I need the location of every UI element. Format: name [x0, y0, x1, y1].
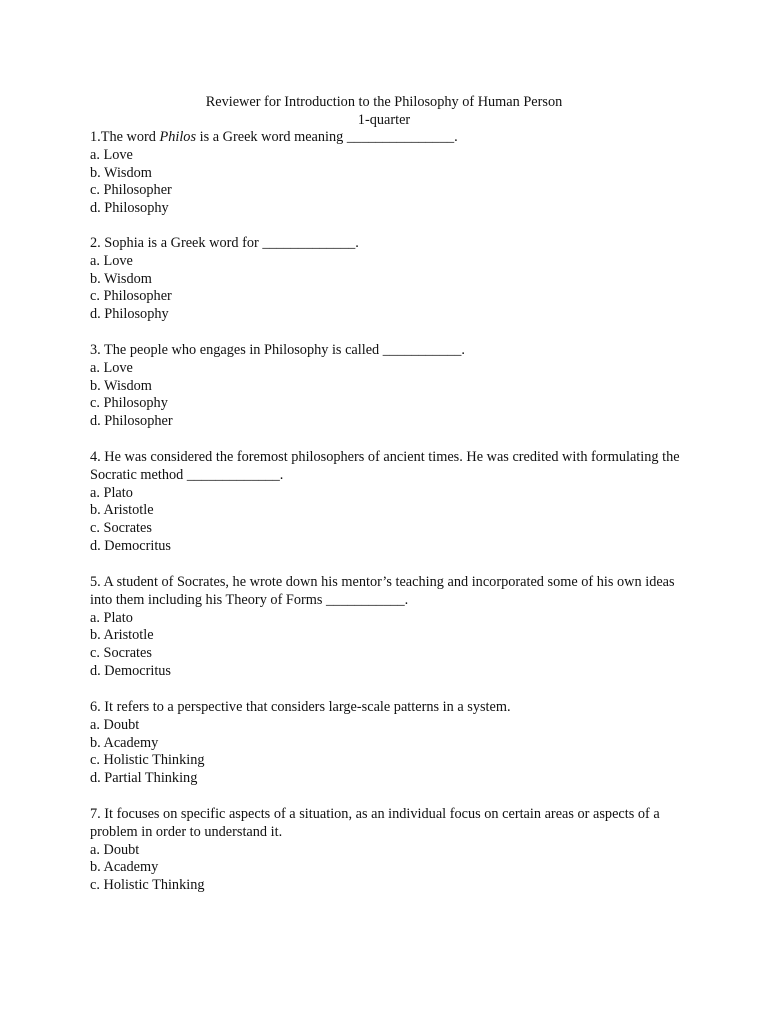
document-title: Reviewer for Introduction to the Philosophy of Human Person: [205, 94, 563, 110]
question-5: [90, 574, 690, 681]
question-7: [90, 806, 690, 895]
answer-option-d: d. Democritus: [90, 662, 171, 679]
question-stem: 5. A student of Socrates, he wrote down his mentor’s teaching and incorporated some of his own ideas into them including his Theory of Forms ___________.: [90, 574, 675, 608]
question-stem: 4. He was considered the foremost philosophers of ancient times. He was credited with formulating the Socratic method _____________.: [90, 449, 680, 483]
answer-option-b: b. Aristotle: [90, 627, 154, 644]
question-stem: 3. The people who engages in Philosophy is called ___________.: [90, 342, 465, 358]
answer-option-b: b. Academy: [90, 859, 159, 876]
answer-option-b: b. Wisdom: [90, 270, 152, 287]
answer-option-d: d. Philosophy: [90, 306, 169, 323]
question-stem-text: 1.The word: [90, 129, 160, 145]
answer-option-b: b. Wisdom: [90, 377, 152, 394]
question-stem: 2. Sophia is a Greek word for _____________.: [90, 235, 359, 251]
answer-option-d: d. Partial Thinking: [90, 770, 198, 787]
answer-option-a: a. Doubt: [90, 841, 140, 858]
answer-option-c: c. Holistic Thinking: [90, 752, 205, 769]
question-stem: [90, 129, 690, 147]
answer-option-a: a. Plato: [90, 484, 133, 501]
answer-option-a: a. Plato: [90, 609, 133, 626]
document-header: [0, 93, 768, 129]
answer-option-a: a. Love: [90, 252, 133, 269]
question-1: [90, 129, 690, 218]
answer-option-c: c. Philosopher: [90, 182, 172, 199]
question-2: [90, 235, 690, 324]
answer-option-c: c. Socrates: [90, 645, 152, 662]
answer-option-c: c. Philosopher: [90, 288, 172, 305]
answer-option-c: c. Holistic Thinking: [90, 877, 205, 894]
answer-option-c: c. Socrates: [90, 520, 152, 537]
question-6: [90, 699, 690, 788]
question-stem: 6. It refers to a perspective that considers large-scale patterns in a system.: [90, 699, 511, 715]
question-stem-italic-term: Philos: [159, 129, 197, 145]
question-3: [90, 342, 690, 431]
question-stem-text: is a Greek word meaning _______________.: [196, 129, 458, 145]
answer-option-d: d. Philosophy: [90, 200, 169, 217]
answer-option-b: b. Aristotle: [90, 502, 154, 519]
answer-option-a: a. Love: [90, 359, 133, 376]
answer-option-b: b. Academy: [90, 734, 159, 751]
question-4: [90, 449, 690, 556]
answer-option-c: c. Philosophy: [90, 395, 168, 412]
document-subtitle: 1-quarter: [357, 112, 411, 128]
question-stem: 7. It focuses on specific aspects of a situation, as an individual focus on certain areas or aspects of a problem in order to understand it.: [90, 806, 660, 840]
answer-option-d: d. Philosopher: [90, 413, 173, 430]
answer-option-a: a. Doubt: [90, 716, 140, 733]
answer-option-a: a. Love: [90, 146, 133, 163]
answer-option-d: d. Democritus: [90, 537, 171, 554]
answer-option-b: b. Wisdom: [90, 164, 152, 181]
